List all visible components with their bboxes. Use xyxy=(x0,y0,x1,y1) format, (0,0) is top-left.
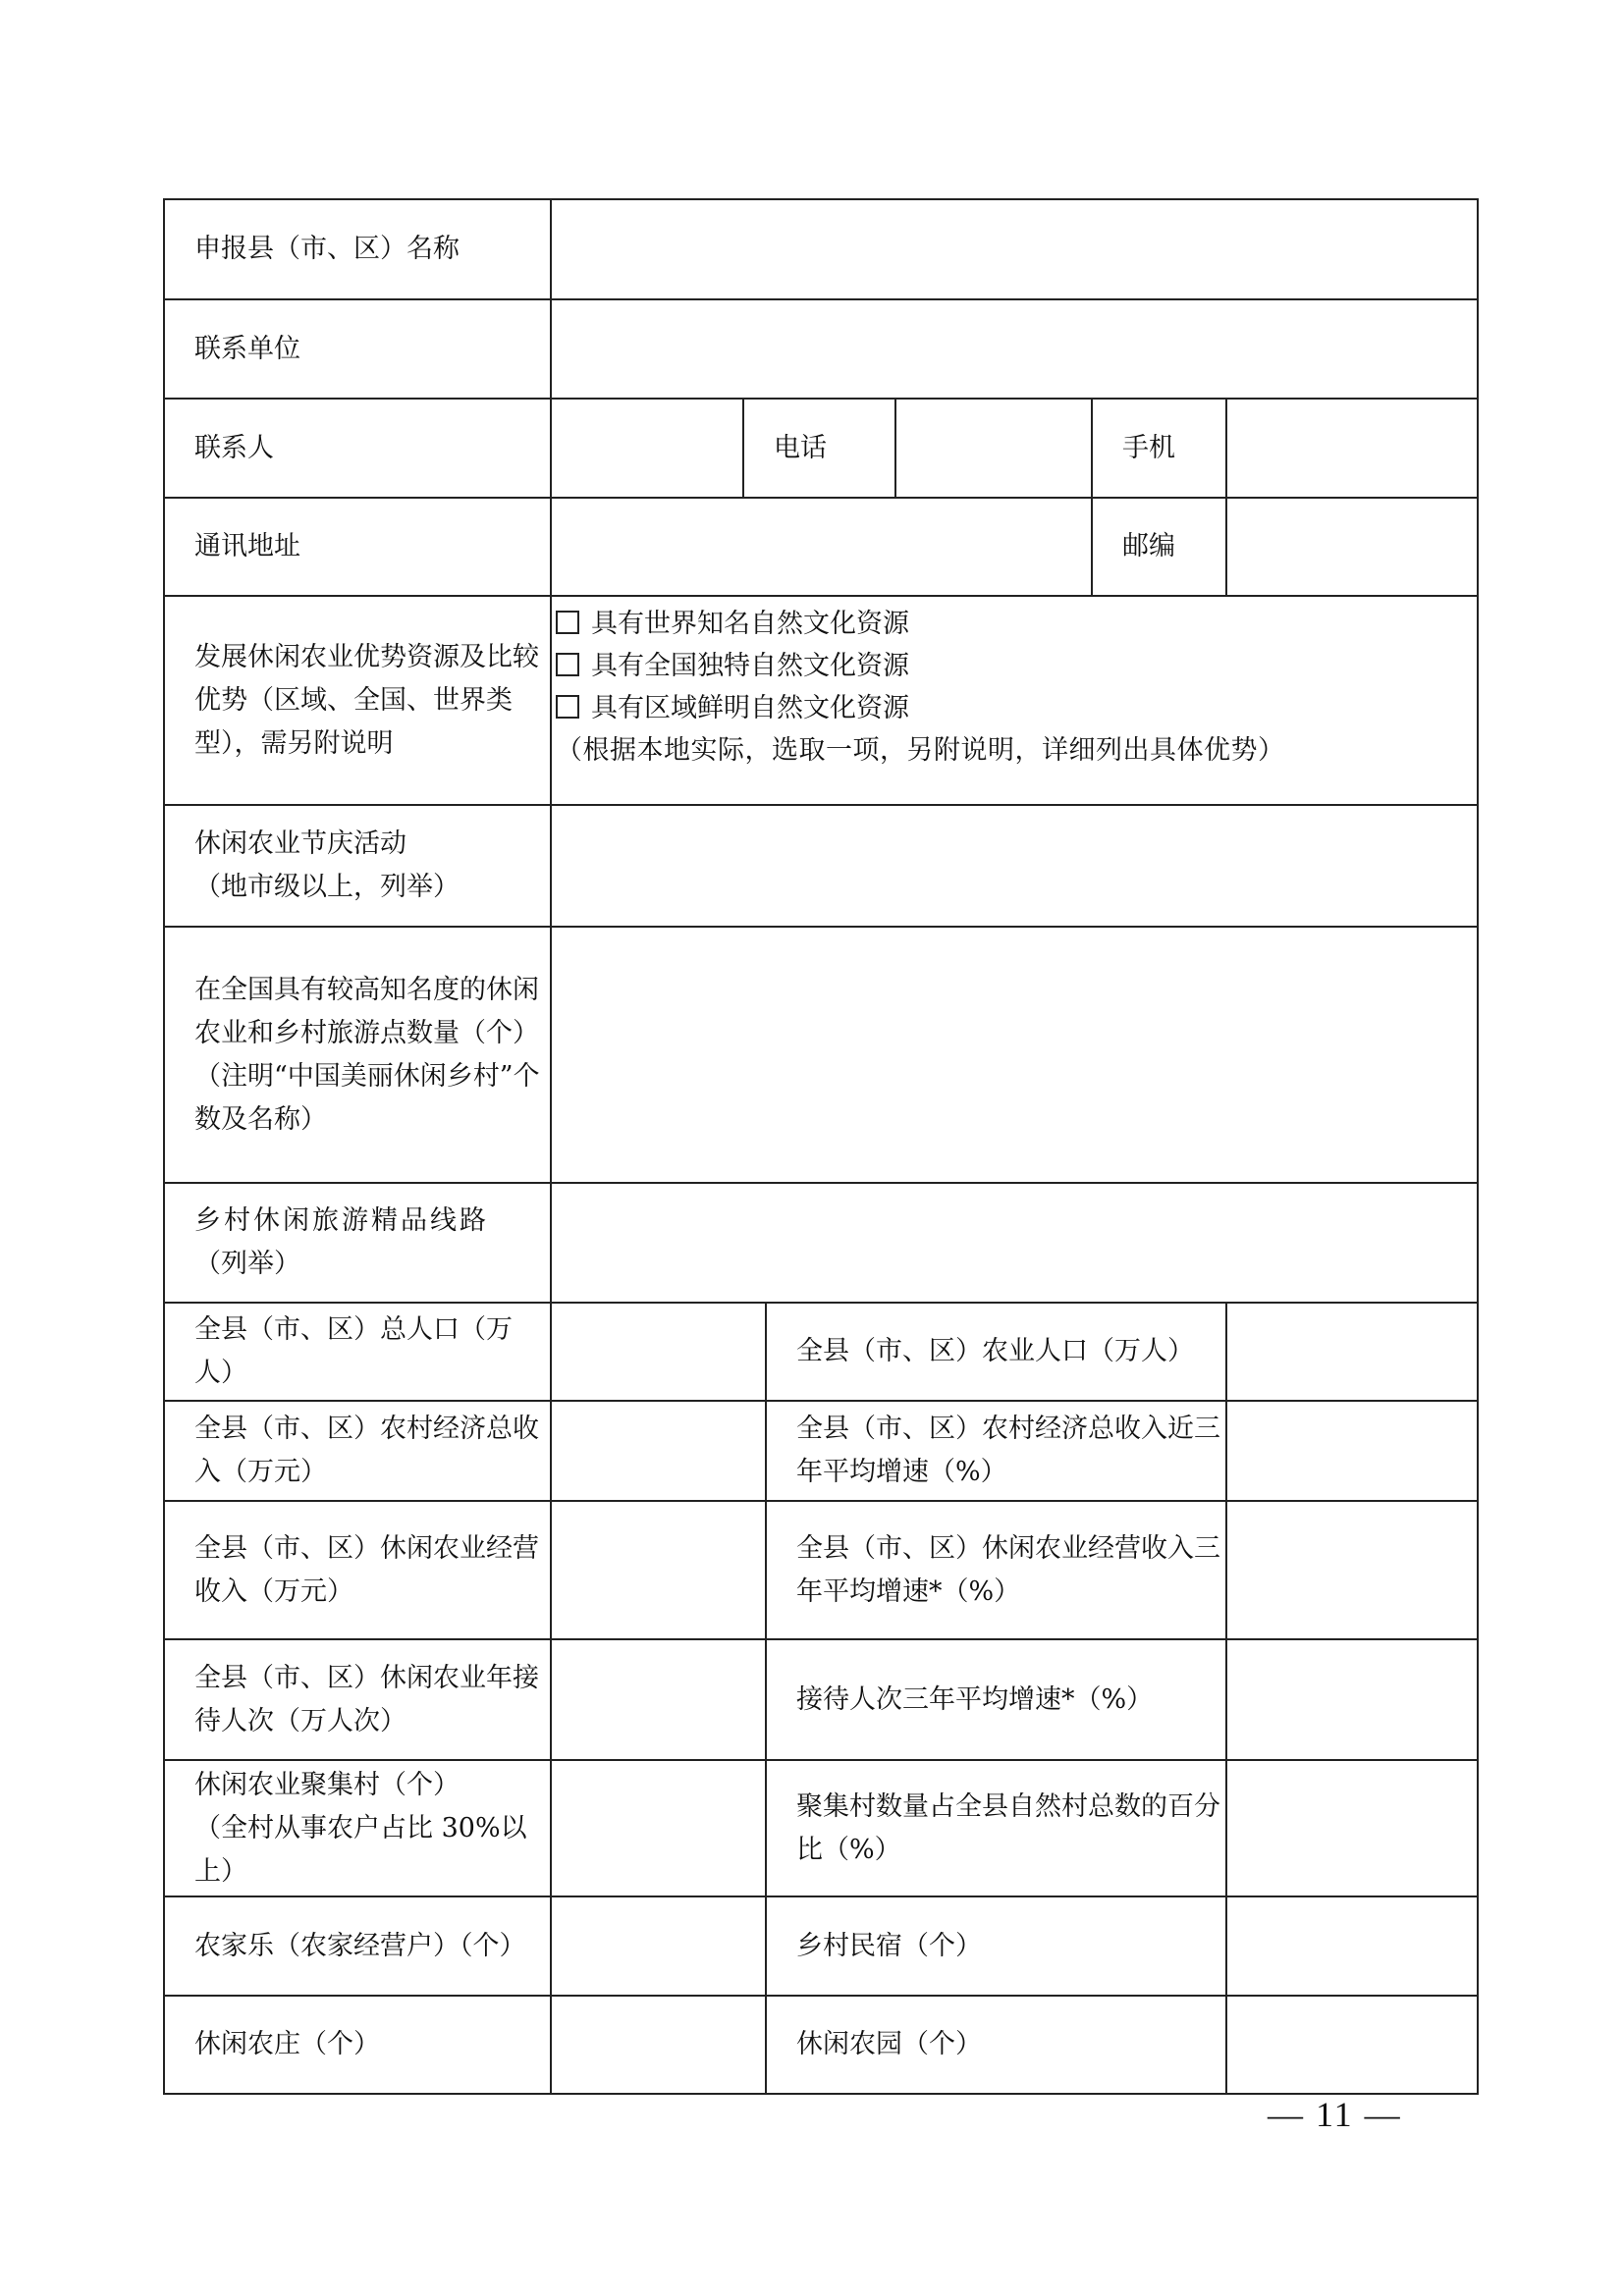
postcode-label: 邮编 xyxy=(1092,498,1226,596)
festival-label-cell xyxy=(164,805,551,927)
page-number: — 11 — xyxy=(1268,2095,1402,2134)
option-regional[interactable]: 具有区域鲜明自然文化资源 xyxy=(556,687,1477,729)
address-label: 通讯地址 xyxy=(164,498,551,596)
festival-sub: （地市级以上，列举） xyxy=(194,872,460,902)
leisure-garden-field[interactable] xyxy=(1226,1996,1478,2094)
checkbox-icon[interactable] xyxy=(556,695,579,719)
row-rural-income xyxy=(164,1401,1478,1501)
contact-unit-label: 联系单位 xyxy=(164,299,551,399)
row-visitors xyxy=(164,1639,1478,1760)
row-population xyxy=(164,1303,1478,1401)
mobile-field[interactable] xyxy=(1226,399,1478,498)
row-festival xyxy=(164,805,1478,927)
advantage-label: 发展休闲农业优势资源及比较优势（区域、全国、世界类型），需另附说明 xyxy=(164,596,551,805)
contact-unit-field[interactable] xyxy=(551,299,1478,399)
agri-population-field[interactable] xyxy=(1226,1303,1478,1401)
application-form-table xyxy=(163,198,1479,2095)
option-world[interactable]: 具有世界知名自然文化资源 xyxy=(556,603,1477,645)
famous-spots-label: 在全国具有较高知名度的休闲农业和乡村旅游点数量（个） xyxy=(194,974,539,1048)
cluster-villages-label: 休闲农业聚集村（个） xyxy=(194,1769,460,1800)
mobile-label: 手机 xyxy=(1092,399,1226,498)
county-name-field[interactable] xyxy=(551,199,1478,299)
routes-sub: （列举） xyxy=(194,1249,300,1279)
row-advantage xyxy=(164,596,1478,805)
row-contact-person xyxy=(164,399,1478,498)
routes-label: 乡村休闲旅游精品线路 xyxy=(194,1205,489,1236)
leisure-income-growth-field[interactable] xyxy=(1226,1501,1478,1639)
rural-income-growth-field[interactable] xyxy=(1226,1401,1478,1501)
row-address xyxy=(164,498,1478,596)
row-county-name xyxy=(164,199,1478,299)
address-field[interactable] xyxy=(551,498,1092,596)
row-cluster-villages xyxy=(164,1760,1478,1896)
farmhouse-field[interactable] xyxy=(551,1896,766,1996)
visitors-growth-field[interactable] xyxy=(1226,1639,1478,1760)
leisure-income-growth-label: 全县（市、区）休闲农业经营收入三年平均增速*（%） xyxy=(766,1501,1226,1639)
contact-person-label: 联系人 xyxy=(164,399,551,498)
row-contact-unit xyxy=(164,299,1478,399)
rural-income-growth-label: 全县（市、区）农村经济总收入近三年平均增速（%） xyxy=(766,1401,1226,1501)
routes-field[interactable] xyxy=(551,1183,1478,1303)
total-population-label: 全县（市、区）总人口（万人） xyxy=(164,1303,551,1401)
visitors-field[interactable] xyxy=(551,1639,766,1760)
cluster-ratio-label: 聚集村数量占全县自然村总数的百分比（%） xyxy=(766,1760,1226,1896)
festival-field[interactable] xyxy=(551,805,1478,927)
county-name-label: 申报县（市、区）名称 xyxy=(164,199,551,299)
visitors-growth-label: 接待人次三年平均增速*（%） xyxy=(766,1639,1226,1760)
routes-cell xyxy=(164,1183,551,1303)
row-routes xyxy=(164,1183,1478,1303)
checkbox-icon[interactable] xyxy=(556,653,579,676)
cluster-villages-cell xyxy=(164,1760,551,1896)
leisure-income-label: 全县（市、区）休闲农业经营收入（万元） xyxy=(164,1501,551,1639)
leisure-garden-label: 休闲农园（个） xyxy=(766,1996,1226,2094)
rural-income-label: 全县（市、区）农村经济总收入（万元） xyxy=(164,1401,551,1501)
visitors-label: 全县（市、区）休闲农业年接待人次（万人次） xyxy=(164,1639,551,1760)
farmhouse-label: 农家乐（农家经营户）（个） xyxy=(164,1896,551,1996)
option-national[interactable]: 具有全国独特自然文化资源 xyxy=(556,645,1477,687)
leisure-income-field[interactable] xyxy=(551,1501,766,1639)
contact-person-field[interactable] xyxy=(551,399,743,498)
row-leisure-income xyxy=(164,1501,1478,1639)
phone-field[interactable] xyxy=(895,399,1092,498)
cluster-ratio-field[interactable] xyxy=(1226,1760,1478,1896)
agri-population-label: 全县（市、区）农业人口（万人） xyxy=(766,1303,1226,1401)
row-leisure-farm xyxy=(164,1996,1478,2094)
total-population-field[interactable] xyxy=(551,1303,766,1401)
famous-spots-cell xyxy=(164,927,551,1183)
famous-spots-field[interactable] xyxy=(551,927,1478,1183)
leisure-farm-field[interactable] xyxy=(551,1996,766,2094)
festival-label: 休闲农业节庆活动 xyxy=(194,828,406,859)
homestay-field[interactable] xyxy=(1226,1896,1478,1996)
leisure-farm-label: 休闲农庄（个） xyxy=(164,1996,551,2094)
row-famous-spots xyxy=(164,927,1478,1183)
checkbox-icon[interactable] xyxy=(556,611,579,634)
homestay-label: 乡村民宿（个） xyxy=(766,1896,1226,1996)
cluster-villages-field[interactable] xyxy=(551,1760,766,1896)
famous-spots-note: （注明“中国美丽休闲乡村”个数及名称） xyxy=(194,1060,540,1135)
rural-income-field[interactable] xyxy=(551,1401,766,1501)
postcode-field[interactable] xyxy=(1226,498,1478,596)
cluster-villages-note: （全村从事农户占比 30%以上） xyxy=(194,1812,527,1887)
phone-label: 电话 xyxy=(743,399,895,498)
advantage-note: （根据本地实际，选取一项，另附说明，详细列出具体优势） xyxy=(556,735,1285,766)
advantage-options xyxy=(551,596,1478,805)
row-farmhouse xyxy=(164,1896,1478,1996)
